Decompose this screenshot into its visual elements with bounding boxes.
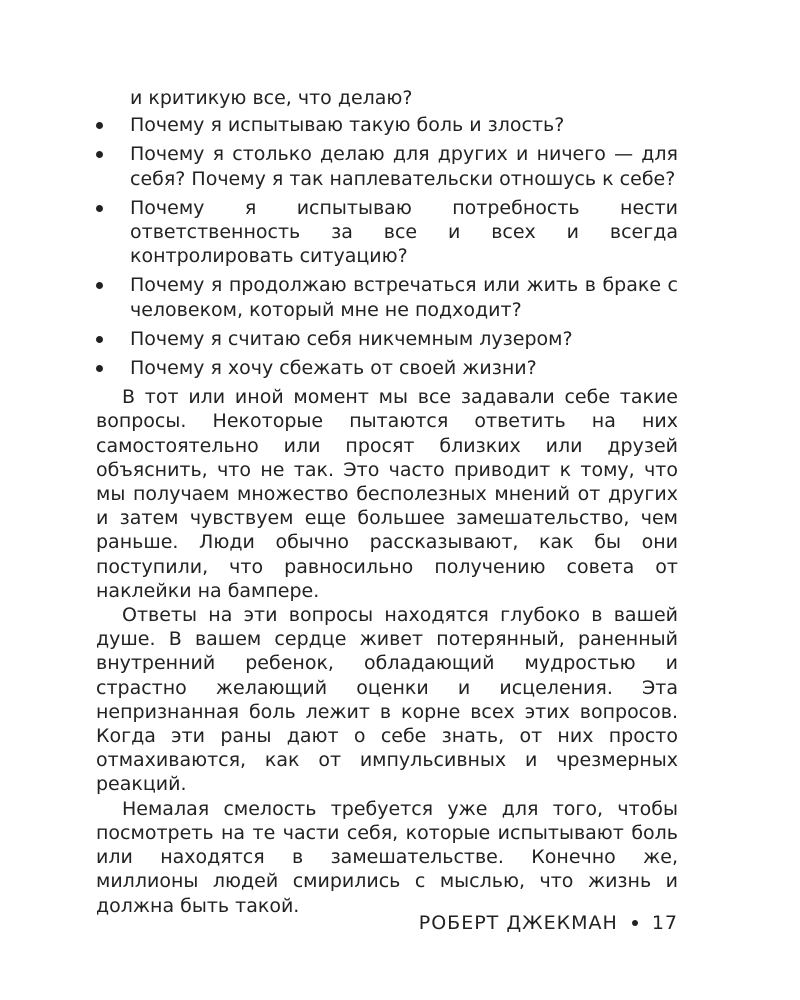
question-list — [96, 113, 678, 380]
list-item-text: Почему я испытываю потребность нести ответственность за все и всех и всегда контролировать ситуацию? — [130, 196, 678, 268]
separator-dot-icon — [632, 920, 638, 926]
paragraph: Ответы на эти вопросы находятся глубоко в вашей душе. В вашем сердце живет потерянный, раненный внутренний ребенок, обладающий мудростью и страстно желающий оценки и исцеления. Эта непризнанная боль лежит в корне всех этих вопросов. Когда эти раны дают о себе знать, от них просто отмахиваются, как от импульсивных и чрезмерных реакций. — [96, 604, 678, 796]
paragraph: Немалая смелость требуется уже для того, чтобы посмотреть на те части себя, которые испытывают боль или находятся в замешательстве. Конечно же, миллионы людей смирились с мыслью, что жизнь и должна быть такой. — [96, 797, 678, 917]
list-item — [96, 327, 678, 351]
bullet-icon — [96, 336, 103, 343]
body-text — [96, 385, 678, 917]
bullet-icon — [96, 205, 103, 212]
list-item — [96, 196, 678, 269]
bullet-icon — [96, 282, 103, 289]
list-item-text: Почему я продолжаю встречаться или жить в браке с человеком, который мне не подходит? — [130, 274, 678, 321]
page-text — [96, 86, 678, 918]
bullet-icon — [96, 365, 103, 372]
bullet-icon — [96, 151, 103, 158]
list-item-text: Почему я хочу сбежать от своей жизни? — [130, 357, 537, 380]
list-item — [96, 273, 678, 321]
list-item — [96, 142, 678, 190]
list-item-text: Почему я испытываю такую боль и злость? — [130, 114, 565, 137]
list-item-text: Почему я столько делаю для других и ничего — для себя? Почему я так наплевательски отношусь к себе? — [130, 143, 678, 190]
page-number: 17 — [651, 912, 678, 934]
page-footer — [419, 912, 678, 934]
author-name: РОБЕРТ ДЖЕКМАН — [418, 912, 618, 934]
list-item — [96, 113, 678, 137]
list-item — [96, 356, 678, 380]
list-item-text: Почему я считаю себя никчемным лузером? — [130, 327, 573, 350]
bullet-icon — [96, 122, 103, 129]
paragraph: В тот или иной момент мы все задавали себе такие вопросы. Некоторые пытаются ответить на них самостоятельно или просят близких или друзей объяснить, что не так. Это часто приводит к тому, что мы получаем множество бесполезных мнений от других и затем чувствуем еще большее замешательство, чем раньше. Люди обычно рассказывают, как бы они поступили, что равносильно получению совета от наклейки на бампере. — [96, 386, 678, 602]
continued-question: и критикую все, что делаю? — [130, 87, 413, 109]
